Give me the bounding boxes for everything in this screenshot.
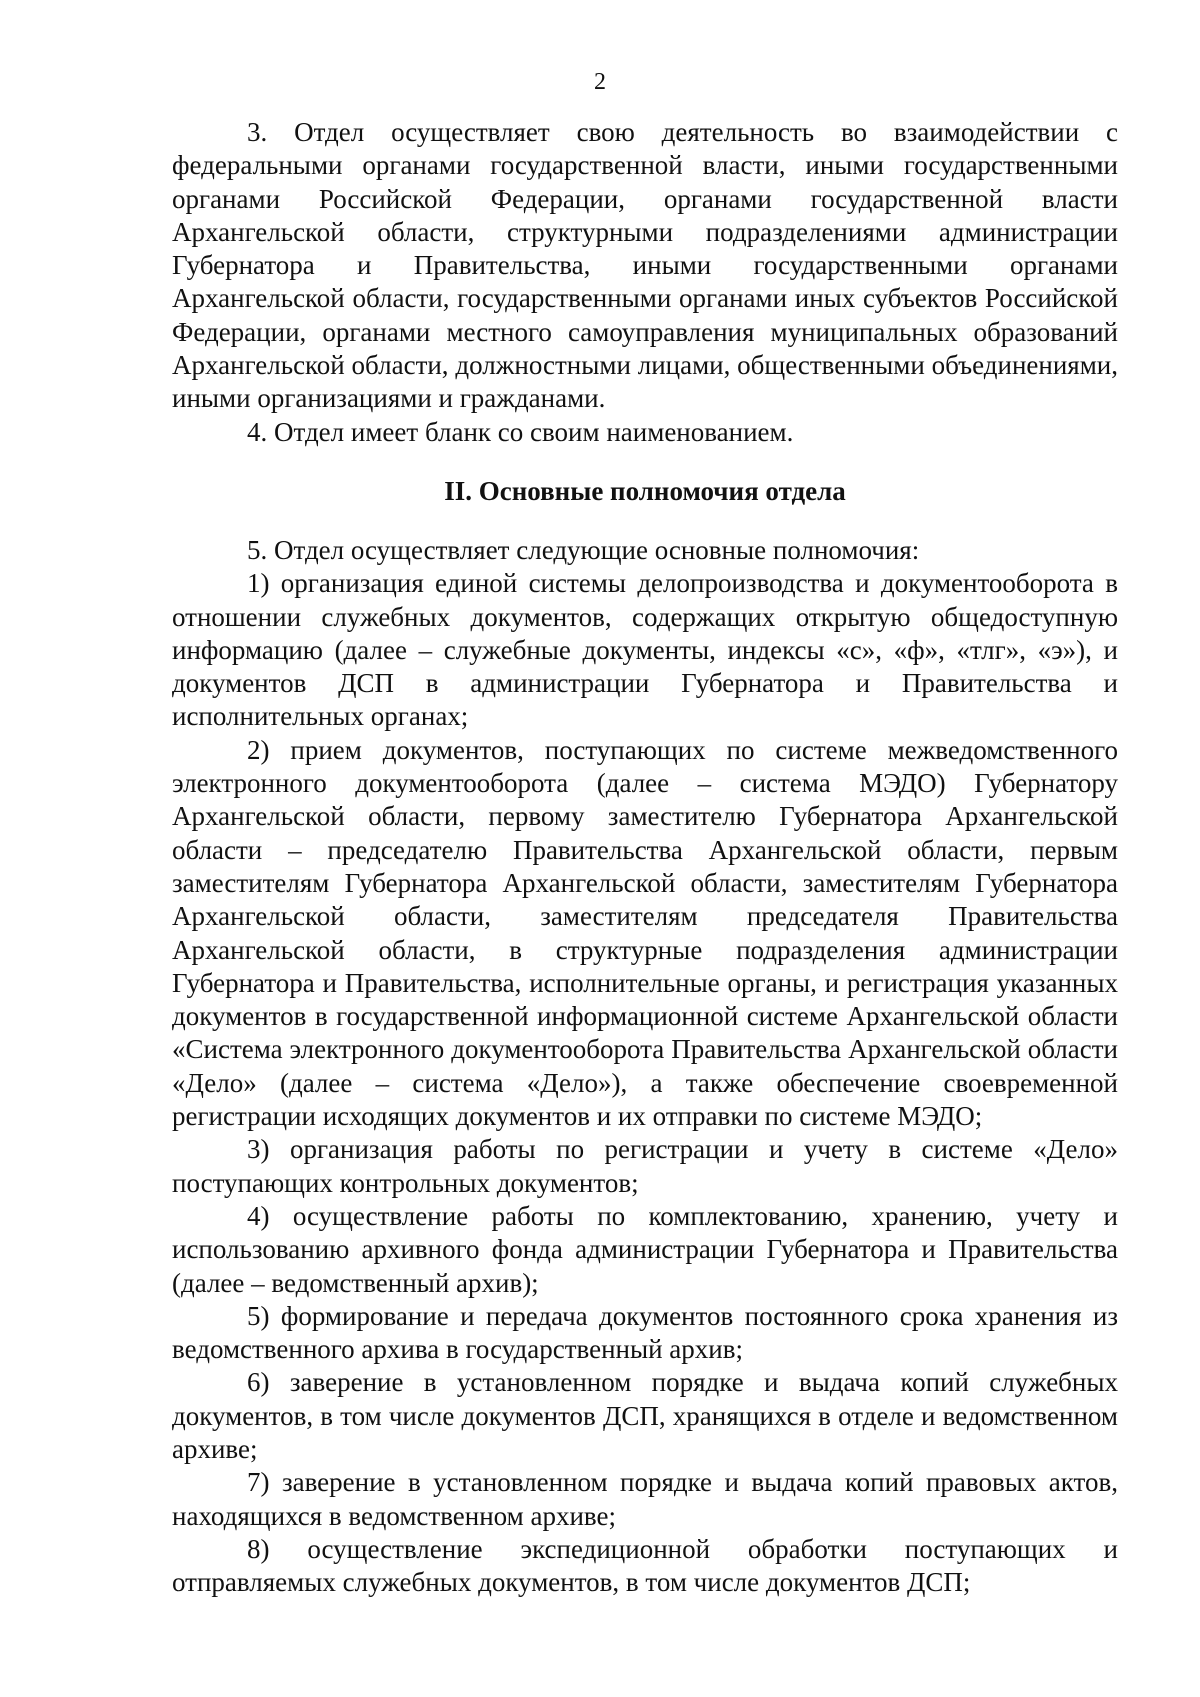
- list-item-2: 2) прием документов, поступающих по системе межведомственного электронного документооборота (далее – система МЭДО) Губернатору Архангельской области, первому заместителю Губернатора Архангельской области – председателю Правительства Архангельской области, первым заместителям Губернатора Архангельской области, заместителям Губернатора Архангельской области, заместителям председателя Правительства Архангельской области, в структурные подразделения администрации Губернатора и Правительства, исполнительные органы, и регистрация указанных документов в государственной информационной системе Архангельской области «Система электронного документооборота Правительства Архангельской области «Дело» (далее – система «Дело»), а также обеспечение своевременной регистрации исходящих документов и их отправки по системе МЭДО;: [172, 734, 1118, 1132]
- document-body: [172, 116, 1118, 1599]
- page-number: 2: [594, 69, 606, 95]
- paragraph-4: 4. Отдел имеет бланк со своим наименованием.: [247, 416, 794, 447]
- list-item-4: 4) осуществление работы по комплектованию, хранению, учету и использованию архивного фонда администрации Губернатора и Правительства (далее – ведомственный архив);: [172, 1200, 1118, 1298]
- paragraph-3: 3. Отдел осуществляет свою деятельность во взаимодействии с федеральными органами государственной власти, иными государственными органами Российской Федерации, органами государственной власти Архангельской области, структурными подразделениями администрации Губернатора и Правительства, иными государственными органами Архангельской области, государственными органами иных субъектов Российской Федерации, органами местного самоуправления муниципальных образований Архангельской области, должностными лицами, общественными объединениями, иными организациями и гражданами.: [172, 117, 1118, 414]
- list-item-1: 1) организация единой системы делопроизводства и документооборота в отношении служебных документов, содержащих открытую общедоступную информацию (далее – служебные документы, индексы «с», «ф», «тлг», «э»), и документов ДСП в администрации Губернатора и Правительства и исполнительных органах;: [172, 568, 1118, 732]
- list-item-7: 7) заверение в установленном порядке и выдача копий правовых актов, находящихся в ведомственном архиве;: [172, 1467, 1118, 1531]
- list-item-8: 8) осуществление экспедиционной обработки поступающих и отправляемых служебных документов, в том числе документов ДСП;: [172, 1533, 1118, 1598]
- list-item-5: 5) формирование и передача документов постоянного срока хранения из ведомственного архива в государственный архив;: [172, 1300, 1118, 1365]
- list-item-6: 6) заверение в установленном порядке и выдача копий служебных документов, в том числе документов ДСП, хранящихся в отделе и ведомственном архиве;: [172, 1367, 1118, 1464]
- paragraph-5: 5. Отдел осуществляет следующие основные полномочия:: [247, 534, 920, 565]
- section-heading: II. Основные полномочия отдела: [444, 475, 846, 506]
- list-item-3: 3) организация работы по регистрации и учету в системе «Дело» поступающих контрольных документов;: [172, 1134, 1118, 1198]
